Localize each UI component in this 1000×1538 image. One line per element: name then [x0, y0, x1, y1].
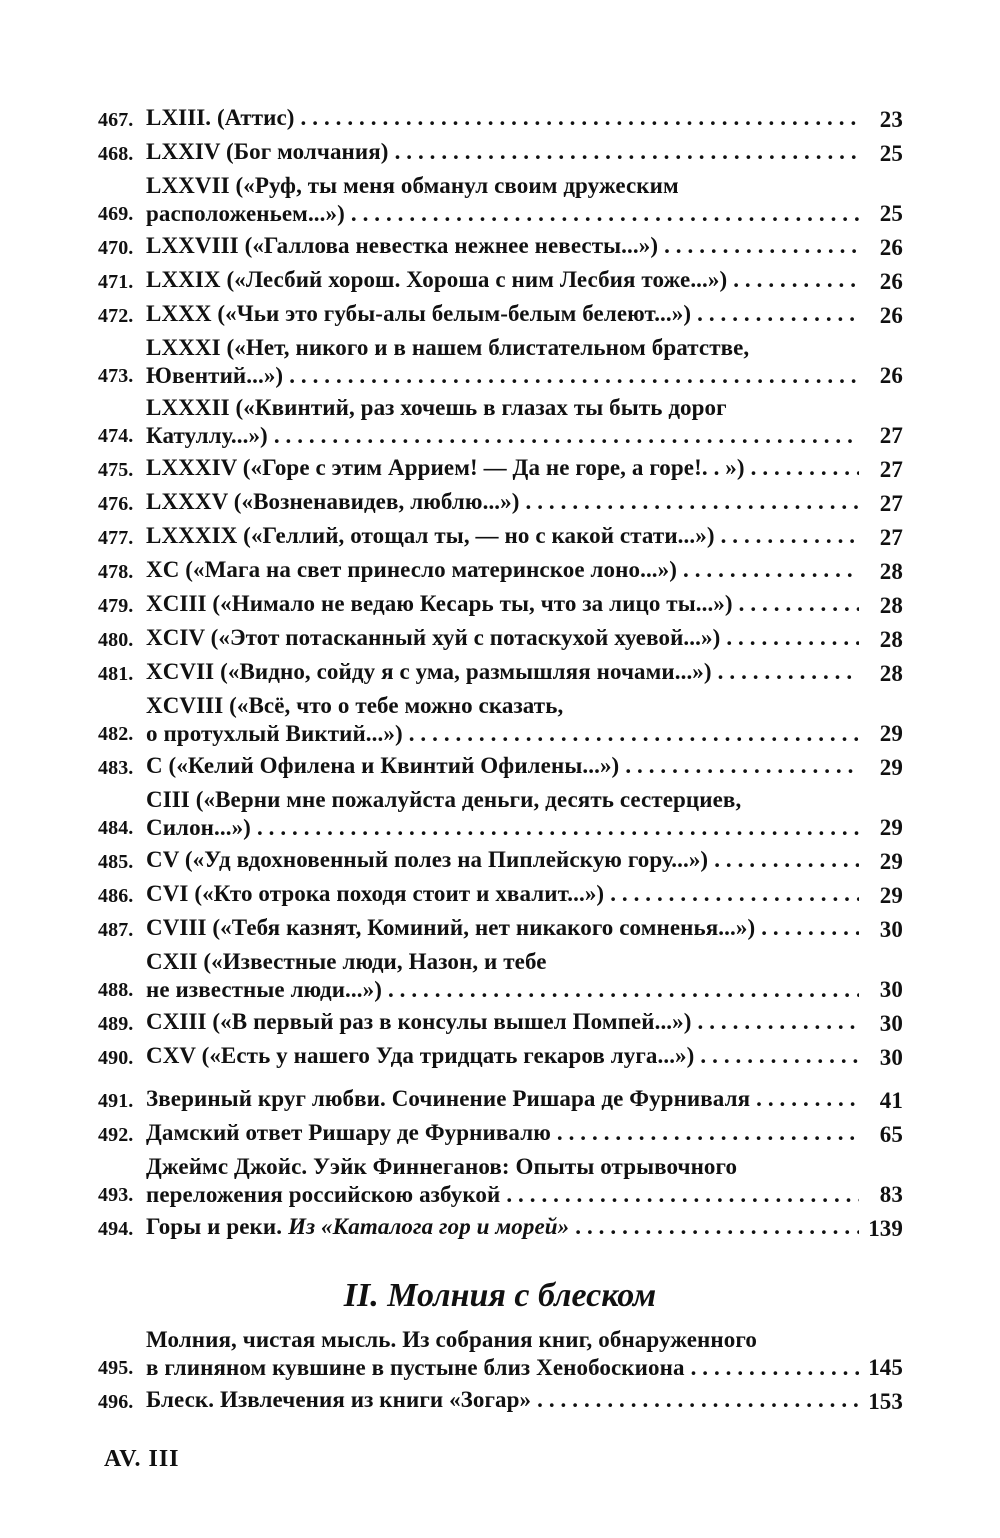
- entry-title-line: [146, 1008, 863, 1036]
- dot-leader: [733, 266, 859, 294]
- entry-title-text: LXXXIV («Горе с этим Аррием! — Да не горе, а горе!. . »): [146, 455, 745, 480]
- entry-title: [146, 522, 863, 552]
- entry-number: 469.: [98, 203, 134, 225]
- entry-title: [146, 1008, 863, 1038]
- entry-number: 474.: [98, 425, 134, 447]
- entry-number: 468.: [98, 143, 134, 165]
- entry-title-line: [146, 752, 863, 780]
- entry-title: [146, 266, 863, 296]
- entry-title-text: LXXVII («Руф, ты меня обманул своим дружеским: [146, 173, 679, 198]
- dot-leader: [395, 138, 859, 166]
- entry-page-number: 26: [879, 303, 903, 328]
- toc-entry: [98, 658, 903, 688]
- entry-title: [146, 138, 863, 168]
- entry-title-text: LXXXV («Возненавидев, люблю...»): [146, 489, 520, 514]
- entry-number: 467.: [98, 109, 134, 131]
- entry-title-line: [146, 624, 863, 652]
- entry-title-line: [146, 814, 863, 842]
- entry-number: 487.: [98, 919, 134, 941]
- entry-title-text: LXXIV (Бог молчания): [146, 139, 389, 164]
- entry-title-text: Ювентий...»): [146, 363, 284, 388]
- entry-title-text: Блеск. Извлечения из книги «Зогар»: [146, 1387, 532, 1412]
- entry-title-text: о протухлый Виктий...»): [146, 721, 403, 746]
- entry-number: 486.: [98, 885, 134, 907]
- entry-title: [146, 1213, 863, 1243]
- entry-title: [146, 948, 863, 1004]
- entry-page-number: 25: [879, 141, 903, 166]
- signature-mark: AV. III: [104, 1446, 180, 1472]
- entry-page-number: 30: [879, 917, 903, 942]
- entry-title-line: [146, 1119, 863, 1147]
- toc-entry: [98, 104, 903, 134]
- entry-title-line: [146, 172, 863, 200]
- entry-page-number: 29: [879, 883, 903, 908]
- entry-title: [146, 624, 863, 654]
- toc-entry: [98, 786, 903, 842]
- dot-leader: [409, 720, 859, 748]
- entry-title: [146, 846, 863, 876]
- entry-title: [146, 232, 863, 262]
- toc-entry: [98, 522, 903, 552]
- entry-title-text: LXXIX («Лесбий хорош. Хороша с ним Лесбия тоже...»): [146, 267, 728, 292]
- entry-title: [146, 394, 863, 450]
- entry-title: [146, 1326, 863, 1382]
- entry-page-number: 28: [879, 593, 903, 618]
- entry-page-number: 27: [879, 525, 903, 550]
- toc-entry: [98, 624, 903, 654]
- entry-page-number: 27: [879, 423, 903, 448]
- dot-leader: [691, 1354, 859, 1382]
- entry-page-number: 26: [879, 235, 903, 260]
- entry-title: [146, 1042, 863, 1072]
- entry-title-line: [146, 658, 863, 686]
- entry-page-number: 29: [879, 849, 903, 874]
- section-heading: II. Молния с блеском: [343, 1277, 657, 1314]
- entry-title-text: C («Келий Офилена и Квинтий Офилены...»): [146, 753, 620, 778]
- entry-title-text: CVI («Кто отрока походя стоит и хвалит...»): [146, 881, 605, 906]
- entry-title-text: в глиняном кувшине в пустыне близ Хенобоскиона: [146, 1355, 685, 1380]
- entry-page-number: 145: [868, 1355, 903, 1380]
- entry-number: 483.: [98, 757, 134, 779]
- entry-number: 473.: [98, 365, 134, 387]
- entry-number: 488.: [98, 979, 134, 1001]
- entry-title-text: не известные люди...»): [146, 977, 382, 1002]
- entry-title-text: CVIII («Тебя казнят, Коминий, нет никакого сомненья...»): [146, 915, 756, 940]
- entry-title: [146, 1085, 863, 1115]
- entry-page-number: 153: [868, 1389, 903, 1414]
- entry-number: 475.: [98, 459, 134, 481]
- entry-number: 490.: [98, 1047, 134, 1069]
- toc-entry: [98, 1386, 903, 1416]
- dot-leader: [625, 752, 859, 780]
- entry-number: 471.: [98, 271, 134, 293]
- dot-leader: [700, 1042, 859, 1070]
- entry-title-line: [146, 556, 863, 584]
- entry-number: 481.: [98, 663, 134, 685]
- entry-title: [146, 556, 863, 586]
- entry-title-text: XCIV («Этот потасканный хуй с потаскухой хуевой...»): [146, 625, 721, 650]
- entry-title-text: CXIII («В первый раз в консулы вышел Помпей...»): [146, 1009, 692, 1034]
- dot-leader: [257, 814, 859, 842]
- entry-title-text: LXXXIX («Геллий, отощал ты, — но с какой стати...»): [146, 523, 715, 548]
- entry-title-line: [146, 488, 863, 516]
- entry-page-number: 27: [879, 457, 903, 482]
- entry-title-text: CXV («Есть у нашего Уда тридцать гекаров луга...»): [146, 1043, 695, 1068]
- entry-title-line: [146, 720, 863, 748]
- entry-title-line: [146, 590, 863, 618]
- entry-title-line: [146, 334, 863, 362]
- entry-number: 478.: [98, 561, 134, 583]
- entry-title-line: [146, 394, 863, 422]
- entry-title-text: Звериный круг любви. Сочинение Ришара де Фурниваля: [146, 1086, 751, 1111]
- entry-page-number: 26: [879, 363, 903, 388]
- entry-page-number: 23: [879, 107, 903, 132]
- dot-leader: [506, 1181, 859, 1209]
- toc-entry: [98, 172, 903, 228]
- toc-entry: [98, 1213, 903, 1243]
- entry-title-line: [146, 1042, 863, 1070]
- toc-entry: [98, 266, 903, 296]
- entry-title-line: [146, 914, 863, 942]
- entry-number: 484.: [98, 817, 134, 839]
- dot-leader: [388, 976, 859, 1004]
- toc-entry: [98, 232, 903, 262]
- entry-title-line: [146, 1354, 863, 1382]
- dot-leader: [683, 556, 859, 584]
- dot-leader: [756, 1085, 859, 1113]
- dot-leader: [718, 658, 859, 686]
- entry-title-line: [146, 522, 863, 550]
- entry-page-number: 28: [879, 661, 903, 686]
- entry-title: [146, 334, 863, 390]
- toc-entry: [98, 1085, 903, 1115]
- entry-page-number: 29: [879, 721, 903, 746]
- entry-title: [146, 590, 863, 620]
- entry-title-line: [146, 138, 863, 166]
- entry-number: 482.: [98, 723, 134, 745]
- entry-page-number: 29: [879, 815, 903, 840]
- entry-title-text: CIII («Верни мне пожалуйста деньги, десять сестерциев,: [146, 787, 742, 812]
- entry-title: [146, 914, 863, 944]
- toc-entry: [98, 1153, 903, 1209]
- entry-title-text: Молния, чистая мысль. Из собрания книг, обнаруженного: [146, 1327, 757, 1352]
- toc-entry: [98, 1042, 903, 1072]
- dot-leader: [301, 104, 859, 132]
- entry-title: [146, 1386, 863, 1416]
- toc-entry: [98, 334, 903, 390]
- entry-title: [146, 880, 863, 910]
- dot-leader: [697, 300, 859, 328]
- dot-leader: [698, 1008, 859, 1036]
- entry-title: [146, 692, 863, 748]
- entry-number: 489.: [98, 1013, 134, 1035]
- entry-title-text: Джеймс Джойс. Уэйк Финнеганов: Опыты отрывочного: [146, 1154, 738, 1179]
- entry-number: 479.: [98, 595, 134, 617]
- dot-leader: [739, 590, 859, 618]
- toc-list-lightning: [98, 1326, 903, 1420]
- entry-title: [146, 658, 863, 688]
- dot-leader: [761, 914, 859, 942]
- dot-leader: [575, 1213, 859, 1241]
- entry-title-line: [146, 1326, 863, 1354]
- entry-title: [146, 786, 863, 842]
- entry-title: [146, 488, 863, 518]
- toc-entry: [98, 1326, 903, 1382]
- entry-title: [146, 300, 863, 330]
- dot-leader: [274, 422, 859, 450]
- entry-title-text: XCVII («Видно, сойду я с ума, размышляя ночами...»): [146, 659, 712, 684]
- toc-entry: [98, 1008, 903, 1038]
- entry-title-text: XC («Мага на свет принесло материнское лоно...»): [146, 557, 678, 582]
- entry-page-number: 25: [879, 201, 903, 226]
- entry-title-text: LXXVIII («Галлова невестка нежнее невесты...»): [146, 233, 659, 258]
- entry-title: [146, 104, 863, 134]
- dot-leader: [351, 200, 859, 228]
- entry-number: 480.: [98, 629, 134, 651]
- entry-page-number: 29: [879, 755, 903, 780]
- entry-number: 493.: [98, 1184, 134, 1206]
- entry-title: [146, 172, 863, 228]
- dot-leader: [721, 522, 859, 550]
- entry-page-number: 30: [879, 977, 903, 1002]
- entry-title-text: XCVIII («Всё, что о тебе можно сказать,: [146, 693, 564, 718]
- entry-title-line: [146, 104, 863, 132]
- toc-entry: [98, 948, 903, 1004]
- dot-leader: [537, 1386, 859, 1414]
- entry-title-text: Катуллу...»): [146, 423, 268, 448]
- entry-title-line: [146, 880, 863, 908]
- toc-entry: [98, 556, 903, 586]
- entry-page-number: 65: [879, 1122, 903, 1147]
- toc-entry: [98, 488, 903, 518]
- entry-page-number: 26: [879, 269, 903, 294]
- entry-title: [146, 454, 863, 484]
- entry-title-text: Силон...»): [146, 815, 251, 840]
- toc-list-catullus: [98, 104, 903, 1076]
- entry-title-text: расположеньем...»): [146, 201, 345, 226]
- dot-leader: [714, 846, 859, 874]
- entry-page-number: 30: [879, 1045, 903, 1070]
- entry-number: 476.: [98, 493, 134, 515]
- entry-page-number: 30: [879, 1011, 903, 1036]
- toc-entry: [98, 914, 903, 944]
- entry-title-text: Горы и реки.: [146, 1214, 283, 1239]
- entry-title-line: [146, 1153, 863, 1181]
- entry-title-text: XCIII («Нимало не ведаю Кесарь ты, что за лицо ты...»): [146, 591, 733, 616]
- toc-entry: [98, 138, 903, 168]
- entry-title-line: [146, 1213, 863, 1241]
- entry-title: [146, 1119, 863, 1149]
- entry-number: 494.: [98, 1218, 134, 1240]
- entry-title-line: [146, 362, 863, 390]
- entry-title-line: [146, 300, 863, 328]
- entry-page-number: 28: [879, 559, 903, 584]
- entry-number: 491.: [98, 1090, 134, 1112]
- toc-entry: [98, 394, 903, 450]
- entry-title-line: [146, 846, 863, 874]
- entry-title-text: LXXX («Чьи это губы-алы белым-белым белеют...»): [146, 301, 692, 326]
- toc-entry: [98, 590, 903, 620]
- entry-title-line: [146, 1181, 863, 1209]
- entry-title-line: [146, 232, 863, 260]
- entry-title-line: [146, 1085, 863, 1113]
- entry-title-line: [146, 692, 863, 720]
- entry-title-line: [146, 422, 863, 450]
- toc-entry: [98, 846, 903, 876]
- entry-number: 470.: [98, 237, 134, 259]
- entry-title-line: [146, 200, 863, 228]
- toc-list-translations: [98, 1085, 903, 1247]
- dot-leader: [664, 232, 859, 260]
- dot-leader: [557, 1119, 859, 1147]
- entry-title-text: LXXXII («Квинтий, раз хочешь в глазах ты быть дорог: [146, 395, 727, 420]
- entry-title-text: Дамский ответ Ришару де Фурнивалю: [146, 1120, 551, 1145]
- entry-number: 477.: [98, 527, 134, 549]
- dot-leader: [726, 624, 859, 652]
- entry-number: 495.: [98, 1357, 134, 1379]
- entry-title-line: [146, 976, 863, 1004]
- entry-title-line: [146, 786, 863, 814]
- toc-entry: [98, 692, 903, 748]
- entry-number: 472.: [98, 305, 134, 327]
- entry-title-text: переложения российскою азбукой: [146, 1182, 501, 1207]
- entry-title-line: [146, 266, 863, 294]
- dot-leader: [610, 880, 859, 908]
- entry-title-line: [146, 1386, 863, 1414]
- toc-entry: [98, 880, 903, 910]
- entry-title: [146, 752, 863, 782]
- entry-title-line: [146, 948, 863, 976]
- entry-page-number: 41: [879, 1088, 903, 1113]
- toc-entry: [98, 300, 903, 330]
- dot-leader: [289, 362, 859, 390]
- toc-entry: [98, 1119, 903, 1149]
- dot-leader: [751, 454, 859, 482]
- entry-page-number: 27: [879, 491, 903, 516]
- entry-page-number: 28: [879, 627, 903, 652]
- entry-page-number: 139: [868, 1216, 903, 1241]
- entry-title-text: CXII («Известные люди, Назон, и тебе: [146, 949, 547, 974]
- entry-title-italic: Из «Каталога гор и морей»: [288, 1214, 570, 1239]
- dot-leader: [526, 488, 859, 516]
- entry-title: [146, 1153, 863, 1209]
- entry-title-text: CV («Уд вдохновенный полез на Пиплейскую гору...»): [146, 847, 709, 872]
- entry-page-number: 83: [879, 1182, 903, 1207]
- entry-number: 485.: [98, 851, 134, 873]
- entry-number: 492.: [98, 1124, 134, 1146]
- entry-title-text: LXIII. (Аттис): [146, 105, 295, 130]
- entry-title-text: LXXXI («Нет, никого и в нашем блистательном братстве,: [146, 335, 750, 360]
- entry-title-line: [146, 454, 863, 482]
- toc-entry: [98, 454, 903, 484]
- toc-entry: [98, 752, 903, 782]
- entry-number: 496.: [98, 1391, 134, 1413]
